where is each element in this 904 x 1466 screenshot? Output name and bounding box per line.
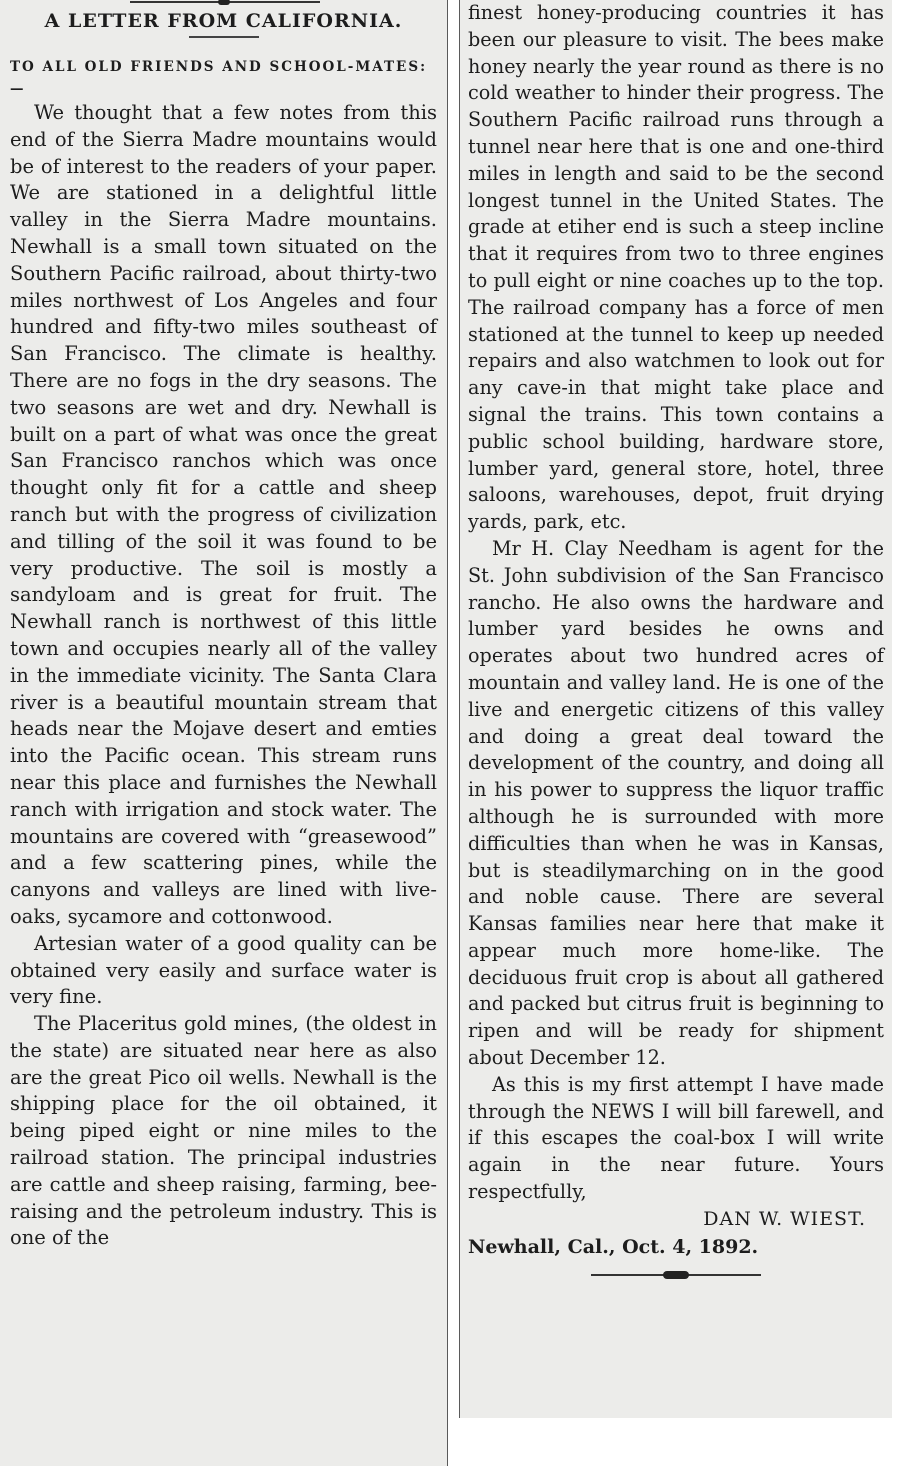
paragraph-5: As this is my first attempt I have made through the NEWS I will bill farewell, and if this escapes the coal-box I will write again in the near future. Yours respectfully, bbox=[468, 1072, 884, 1204]
left-column bbox=[0, 0, 447, 1466]
right-column bbox=[460, 0, 892, 1418]
salutation: TO ALL OLD FRIENDS AND SCHOOL-MATES:— bbox=[10, 59, 428, 97]
headline: A LETTER FROM CALIFORNIA. bbox=[44, 10, 403, 32]
top-ornament-rule bbox=[130, 0, 320, 4]
paragraph-3: The Placeritus gold mines, (the oldest in the state) are situated near here as also are the great Pico oil wells. Newhall is the shipping place for the oil obtained, it being piped eight or nine miles to the railroad station. The principal industries are cattle and sheep raising, farming, bee-raising and the petroleum industry. This is one of the bbox=[10, 1012, 437, 1250]
paragraph-3-continued: finest honey-producing countries it has been our pleasure to visit. The bees make honey nearly the year round as there is no cold weather to hinder their progress. The Southern Pacific railroad runs through a tunnel near here that is one and one-third miles in length and said to be the second longest tunnel in the United States. The grade at etiher end is such a steep incline that it requires from two to three engines to pull eight or nine coaches up to the top. The railroad company has a force of men stationed at the tunnel to keep up needed repairs and also watchmen to look out for any cave-in that might take place and signal the trains. This town contains a public school building, hardware store, lumber yard, general store, hotel, three saloons, warehouses, depot, fruit drying yards, park, etc. bbox=[468, 1, 884, 534]
paragraph-4: Mr H. Clay Needham is agent for the St. John subdivision of the San Francisco rancho. He also owns the hardware and lumber yard besides he owns and operates about two hundred acres of mountain and valley land. He is one of the live and energetic citizens of this valley and doing a great deal toward the development of the country, and doing all in his power to suppress the liquor traffic although he is surrounded with more difficulties than when he was in Kansas, but is steadilymarching on in the good and noble cause. There are several Kansas families near here that make it appear much more home-like. The deciduous fruit crop is about all gathered and packed but citrus fruit is beginning to ripen and will be ready for shipment about December 12. bbox=[468, 536, 884, 1070]
paragraph-1: We thought that a few notes from this end of the Sierra Madre mountains would be of interest to the readers of your paper. We are stationed in a delightful little valley in the Sierra Madre mountains. Newhall is a small town situated on the Southern Pacific railroad, about thirty-two miles northwest of Los Angeles and four hundred and fifty-two miles southeast of San Francisco. The climate is healthy. There are no fogs in the dry seasons. The two seasons are wet and dry. Newhall is built on a part of what was once the great San Francisco ranchos which was once thought only fit for a cattle and sheep ranch but with the progress of civilization and tilling of the soil it was found to be very productive. The soil is mostly a sandyloam and is great for fruit. The Newhall ranch is northwest of this little town and occupies nearly all of the valley in the immediate vicinity. The Santa Clara river is a beautiful mountain stream that heads near the Mojave desert and emties into the Pacific ocean. This stream runs near this place and furnishes the Newhall ranch with irrigation and stock water. The mountains are covered with “greasewood” and a few scattering pines, while the canyons and valleys are lined with live-oaks, sycamore and cottonwood. bbox=[10, 101, 437, 928]
headline-rule bbox=[189, 36, 259, 38]
paragraph-2: Artesian water of a good quality can be obtained very easily and surface water is very fine. bbox=[10, 931, 437, 1009]
bottom-ornament-rule bbox=[591, 1271, 761, 1279]
dateline: Newhall, Cal., Oct. 4, 1892. bbox=[468, 1235, 759, 1258]
signature: DAN W. WIEST. bbox=[703, 1207, 866, 1230]
